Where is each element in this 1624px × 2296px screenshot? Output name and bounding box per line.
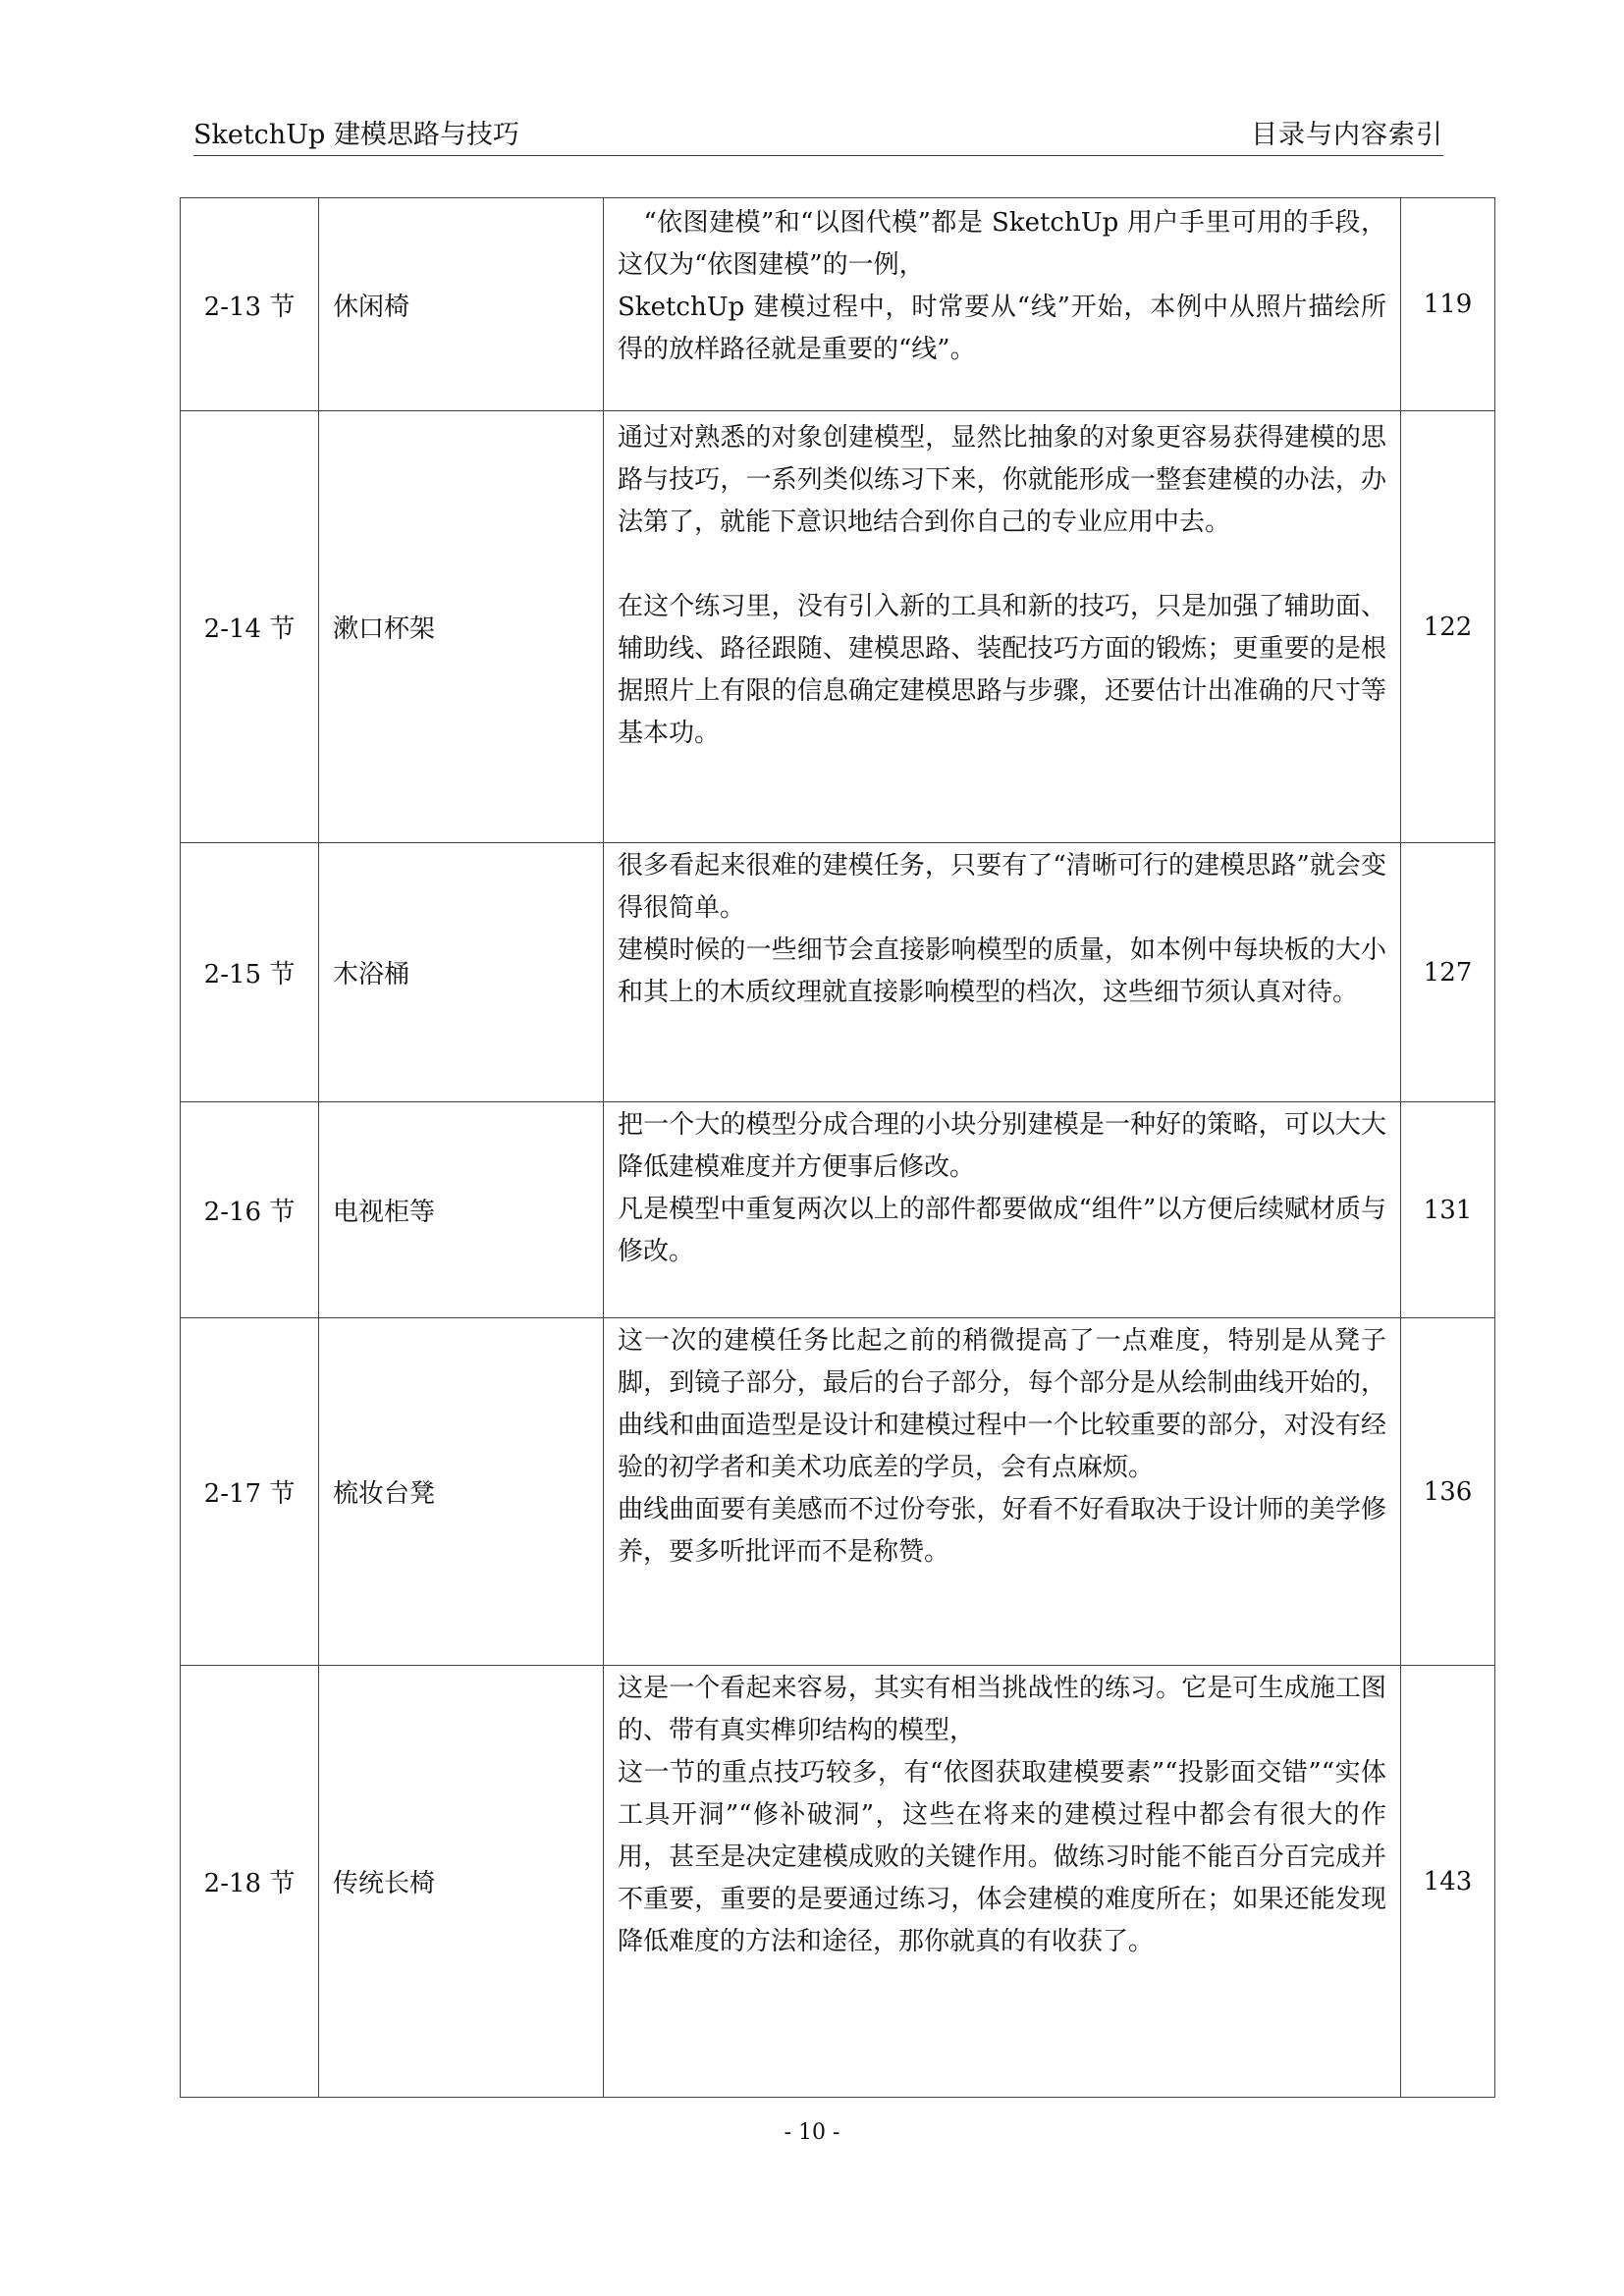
contents-table: [180, 197, 1495, 2098]
description-paragraph: SketchUp 建模过程中，时常要从“线”开始，本例中从照片描绘所得的放样路径就是重要的“线”。: [618, 293, 1386, 364]
table-row: [181, 1318, 1495, 1666]
section-number: 2-14 节: [181, 411, 319, 843]
description-paragraph: 通过对熟悉的对象创建模型，显然比抽象的对象更容易获得建模的思路与技巧，一系列类似练习下来，你就能形成一整套建模的办法，办法第了，就能下意识地结合到你自己的专业应用中去。: [618, 423, 1386, 537]
section-description: [604, 411, 1401, 843]
description-paragraph: 凡是模型中重复两次以上的部件都要做成“组件”以方便后续赋材质与修改。: [618, 1195, 1386, 1266]
page-footer-number: - 10 -: [784, 2120, 840, 2145]
description-paragraph: “依图建模”和“以图代模”都是 SketchUp 用户手里可用的手段，这仅为“依图建模”的一例，: [618, 208, 1386, 280]
table-row: [181, 198, 1495, 411]
section-title: 传统长椅: [319, 1666, 604, 2098]
description-paragraph: 这是一个看起来容易，其实有相当挑战性的练习。它是可生成施工图的、带有真实榫卯结构的模型，: [618, 1674, 1386, 1745]
page-number: 127: [1401, 843, 1495, 1102]
section-number: 2-18 节: [181, 1666, 319, 2098]
section-title: 木浴桶: [319, 843, 604, 1102]
section-number: 2-17 节: [181, 1318, 319, 1666]
description-paragraph: 曲线曲面要有美感而不过份夸张，好看不好看取决于设计师的美学修养，要多听批评而不是称赞。: [618, 1495, 1386, 1567]
section-title: 梳妆台凳: [319, 1318, 604, 1666]
section-description: [604, 198, 1401, 411]
section-description: [604, 1666, 1401, 2098]
section-title: 电视柜等: [319, 1102, 604, 1318]
page-header: [193, 120, 1443, 156]
description-paragraph: 在这个练习里，没有引入新的工具和新的技巧，只是加强了辅助面、辅助线、路径跟随、建模思路、装配技巧方面的锻炼；更重要的是根据照片上有限的信息确定建模思路与步骤，还要估计出准确的尺寸等基本功。: [618, 592, 1386, 748]
section-description: [604, 1102, 1401, 1318]
section-title: 休闲椅: [319, 198, 604, 411]
page-number: 119: [1401, 198, 1495, 411]
table-row: [181, 411, 1495, 843]
section-number: 2-15 节: [181, 843, 319, 1102]
page-number: 131: [1401, 1102, 1495, 1318]
description-paragraph: 建模时候的一些细节会直接影响模型的质量，如本例中每块板的大小和其上的木质纹理就直接影响模型的档次，这些细节须认真对待。: [618, 935, 1386, 1007]
book-title: SketchUp 建模思路与技巧: [193, 120, 519, 150]
description-paragraph: 很多看起来很难的建模任务，只要有了“清晰可行的建模思路”就会变得很简单。: [618, 851, 1386, 923]
section-number: 2-13 节: [181, 198, 319, 411]
page-number: 143: [1401, 1666, 1495, 2098]
section-number: 2-16 节: [181, 1102, 319, 1318]
table-row: [181, 843, 1495, 1102]
section-description: [604, 843, 1401, 1102]
chapter-title: 目录与内容索引: [1251, 120, 1443, 150]
description-paragraph: 把一个大的模型分成合理的小块分别建模是一种好的策略，可以大大降低建模难度并方便事后修改。: [618, 1110, 1386, 1182]
section-description: [604, 1318, 1401, 1666]
description-paragraph: 这一次的建模任务比起之前的稍微提高了一点难度，特别是从凳子脚，到镜子部分，最后的台子部分，每个部分是从绘制曲线开始的，曲线和曲面造型是设计和建模过程中一个比较重要的部分，对没有经验的初学者和美术功底差的学员，会有点麻烦。: [618, 1326, 1386, 1482]
paragraph-gap: [618, 544, 1386, 586]
table-row: [181, 1666, 1495, 2098]
table-row: [181, 1102, 1495, 1318]
page-number: 136: [1401, 1318, 1495, 1666]
description-paragraph: 这一节的重点技巧较多，有“依图获取建模要素”“投影面交错”“实体工具开洞”“修补破洞”，这些在将来的建模过程中都会有很大的作用，甚至是决定建模成败的关键作用。做练习时能不能百分百完成并不重要，重要的是要通过练习，体会建模的难度所在；如果还能发现降低难度的方法和途径，那你就真的有收获了。: [618, 1758, 1386, 1956]
section-title: 漱口杯架: [319, 411, 604, 843]
page-number: 122: [1401, 411, 1495, 843]
